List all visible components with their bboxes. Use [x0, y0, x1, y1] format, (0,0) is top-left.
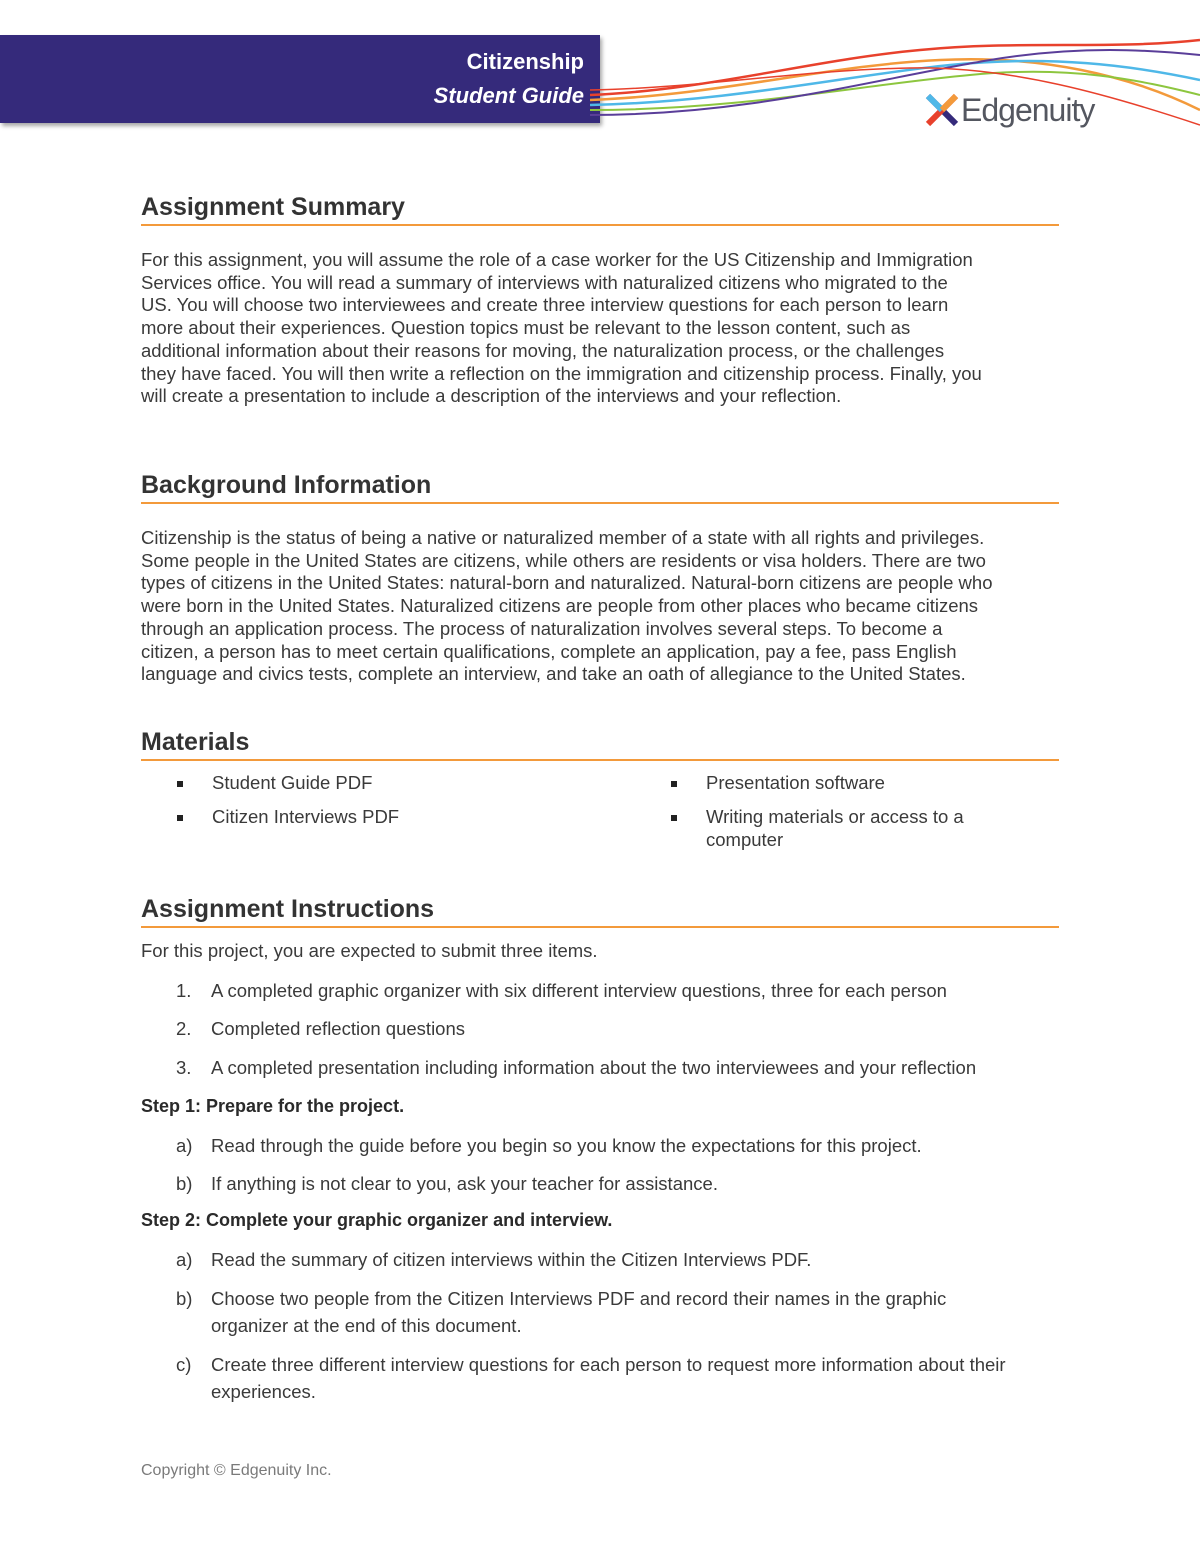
logo-text: Edgenuity: [961, 91, 1095, 128]
list-item-text: organizer at the end of this document.: [211, 1315, 522, 1336]
paragraph-line: will create a presentation to include a description of the interviews and your reflection.: [141, 385, 842, 407]
paragraph-line: language and civics tests, complete an interview, and take an oath of allegiance to the United States.: [141, 663, 966, 685]
list-item-text: A completed graphic organizer with six different interview questions, three for each person: [211, 980, 947, 1001]
paragraph-line: Services office. You will read a summary of interviews with naturalized citizens who migrated to the: [141, 271, 948, 293]
paragraph-line: Citizenship is the status of being a native or naturalized member of a state with all rights and privileges.: [141, 527, 985, 548]
document-title: Citizenship: [466, 49, 584, 74]
paragraph-line: through an application process. The process of naturalization involves several steps. To become a: [141, 617, 943, 639]
paragraph-line: they have faced. You will then write a reflection on the immigration and citizenship process. Finally, you: [141, 362, 982, 384]
paragraph-line: US. You will choose two interviewees and create three interview questions for each person to learn: [141, 294, 949, 316]
bullet-icon: [177, 815, 183, 821]
paragraph-line: were born in the United States. Naturalized citizens are people from other places who became citizens: [141, 595, 979, 617]
copyright: Copyright © Edgenuity Inc.: [141, 1462, 332, 1479]
materials-heading: Materials: [141, 727, 1059, 761]
list-marker: a): [176, 1249, 193, 1270]
paragraph-line: types of citizens in the United States: natural-born and naturalized. Natural-born citizens are people who: [141, 572, 993, 594]
summary-paragraph: [141, 249, 1061, 408]
step-1-title: Step 1: Prepare for the project.: [141, 1096, 405, 1116]
header-banner: [0, 35, 600, 123]
list-marker: b): [176, 1173, 193, 1194]
summary-heading: Assignment Summary: [141, 192, 1059, 226]
list-marker: a): [176, 1135, 193, 1156]
list-item-text: Choose two people from the Citizen Interviews PDF and record their names in the graphic: [211, 1288, 947, 1309]
list-marker: 2.: [176, 1018, 192, 1039]
edgenuity-logo: [925, 90, 1094, 130]
bullet-icon: [671, 815, 677, 821]
list-marker: 3.: [176, 1057, 192, 1078]
step-2-title: Step 2: Complete your graphic organizer and interview.: [141, 1210, 613, 1230]
list-item-text: Read the summary of citizen interviews within the Citizen Interviews PDF.: [211, 1249, 812, 1270]
list-marker: b): [176, 1288, 193, 1309]
decorative-waves: [590, 20, 1200, 130]
paragraph-line: For this assignment, you will assume the role of a case worker for the US Citizenship and Immigration: [141, 249, 973, 270]
bullet-icon: [177, 781, 183, 787]
list-item-text: experiences.: [211, 1381, 316, 1402]
list-item-text: A completed presentation including information about the two interviewees and your reflection: [211, 1057, 977, 1078]
document-subtitle: Student Guide: [433, 83, 584, 108]
list-item-text: If anything is not clear to you, ask your teacher for assistance.: [211, 1173, 718, 1194]
list-item-text: Read through the guide before you begin so you know the expectations for this project.: [211, 1135, 922, 1156]
edgenuity-x-icon: [925, 93, 959, 127]
list-item-text: Create three different interview questions for each person to request more information about their: [211, 1354, 1006, 1375]
paragraph-line: additional information about their reasons for moving, the naturalization process, or the challenges: [141, 339, 945, 361]
instructions-heading: Assignment Instructions: [141, 894, 1059, 928]
instructions-intro: For this project, you are expected to submit three items.: [141, 940, 598, 961]
background-paragraph: [141, 527, 1061, 686]
list-marker: c): [176, 1354, 192, 1375]
background-heading: Background Information: [141, 470, 1059, 504]
list-marker: 1.: [176, 980, 192, 1001]
bullet-icon: [671, 781, 677, 787]
paragraph-line: citizen, a person has to meet certain qualifications, complete an application, pay a fee, pass English: [141, 640, 957, 662]
paragraph-line: more about their experiences. Question topics must be relevant to the lesson content, such as: [141, 317, 911, 339]
list-item-text: Completed reflection questions: [211, 1018, 466, 1039]
paragraph-line: Some people in the United States are citizens, while others are residents or visa holders. There are two: [141, 549, 986, 571]
